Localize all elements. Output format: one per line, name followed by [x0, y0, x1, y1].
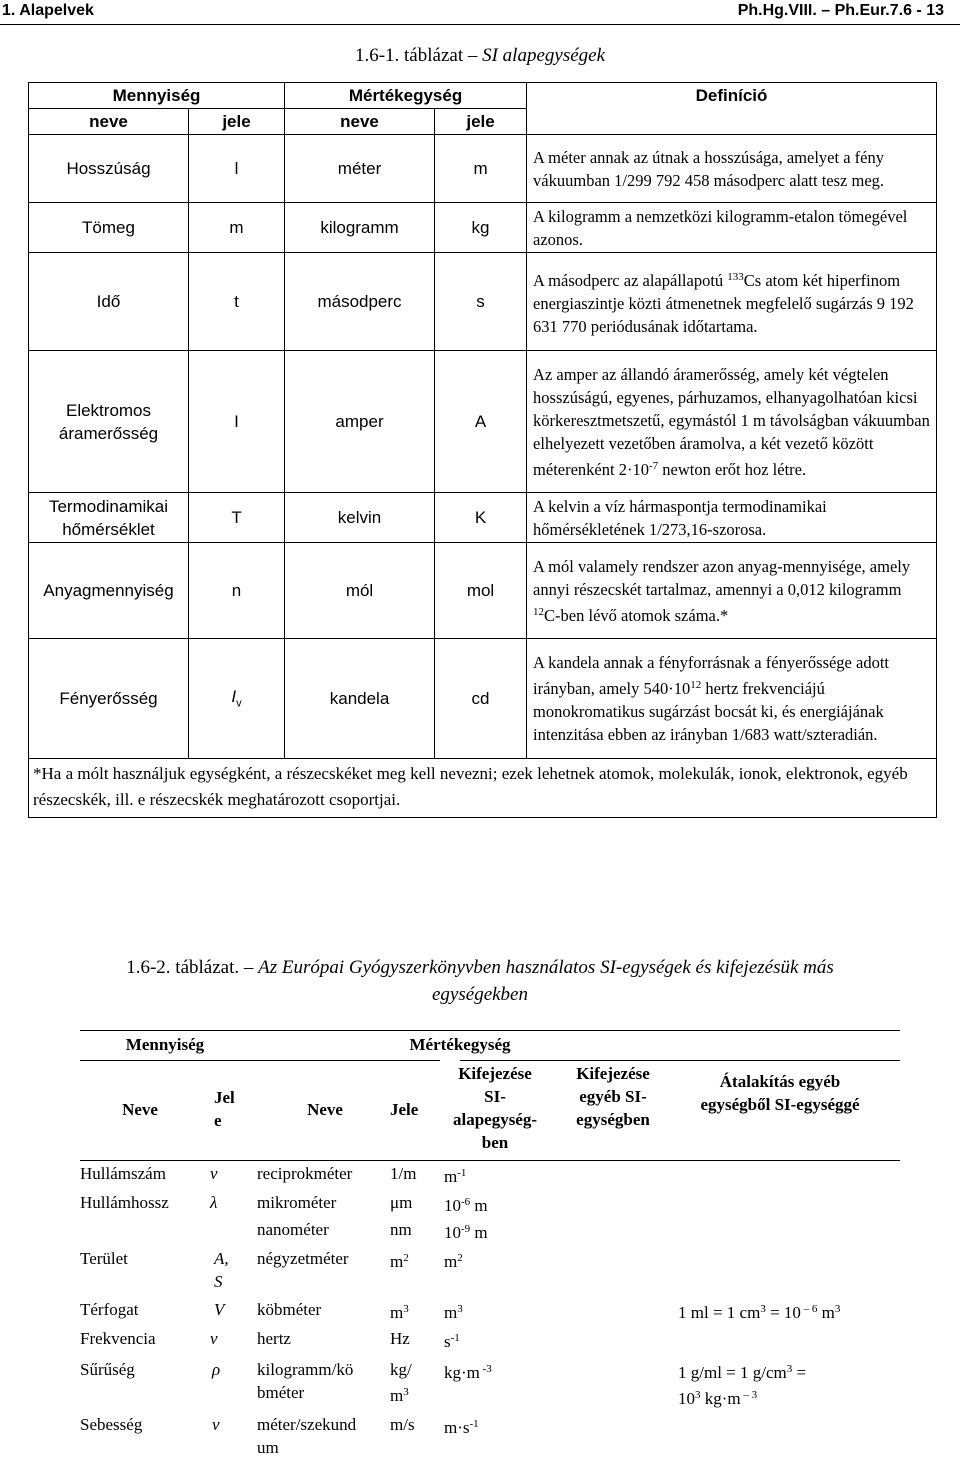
unit-symbol: mol	[435, 543, 527, 639]
header-rule	[0, 24, 960, 25]
si-exponent: -3	[479, 1363, 492, 1375]
subheader-definition-blank	[527, 109, 937, 135]
definition-text: Az amper az állandó áramerősség, amely két végtelen hosszúságú, egyenes, párhuzamos, elhanyagolhatóan kicsi körkeresztmetszetű, egymástól 1 m távolságban vákuumban elhelyezett vezetőben áramolva, a két vezető között méterenként 2·10	[533, 364, 930, 479]
pharmacopoeia-reference: Ph.Hg.VIII. – Ph.Eur.7.6 - 13	[737, 2, 944, 19]
unit-definition	[527, 351, 937, 493]
luminous-symbol: I	[231, 687, 237, 707]
unit-symbol	[390, 1298, 409, 1324]
si-exponent: 3	[457, 1303, 463, 1315]
unit-definition	[527, 543, 937, 639]
si-exponent: 2	[457, 1252, 463, 1264]
unit-symbol: nm	[390, 1220, 412, 1239]
table-row	[29, 351, 937, 493]
header-symbol	[214, 1086, 235, 1132]
header-other-line: Kifejezése	[576, 1064, 650, 1083]
unit-exponent: 3	[403, 1386, 409, 1398]
table-row	[29, 493, 937, 543]
unit-symbol: K	[435, 493, 527, 543]
unit-name: méter	[285, 135, 435, 203]
unit-name: kandela	[285, 639, 435, 759]
table-rule-unit-underline	[460, 1060, 900, 1061]
unit-exponent: 3	[403, 1303, 409, 1315]
unit-symbol: Hz	[390, 1329, 410, 1348]
table2-caption-title: Az Európai Gyógyszerkönyvben használatos SI-egységek és kifejezésük más	[258, 957, 834, 978]
header-definition: Definíció	[527, 83, 937, 109]
unit-symbol: kg	[435, 203, 527, 253]
caption-dash: –	[239, 957, 259, 978]
si-base: m	[444, 1252, 458, 1271]
definition-text: C-ben lévő atomok száma.*	[544, 605, 729, 625]
table-rule-top	[80, 1030, 900, 1031]
conversion-text: =	[792, 1363, 807, 1382]
isotope-mass-number: 133	[727, 270, 744, 283]
table-row	[29, 203, 937, 253]
si-expression	[444, 1191, 488, 1217]
quantity-name: Frekvencia	[80, 1329, 156, 1348]
unit-name: köbméter	[257, 1300, 322, 1319]
unit-name: kelvin	[285, 493, 435, 543]
table-row	[29, 135, 937, 203]
header-symbol-line: Jel	[214, 1088, 235, 1107]
si-expression	[444, 1358, 492, 1384]
quantity-symbol: V	[214, 1300, 225, 1319]
table2-caption-number: 1.6-2. táblázat.	[126, 957, 240, 978]
quantity-symbol: t	[189, 253, 285, 351]
quantity-name: Hullámhossz	[80, 1193, 169, 1212]
conversion-text: = 10	[765, 1303, 801, 1322]
si-unit: m	[470, 1223, 488, 1242]
unit-symbol-line: kg/	[390, 1360, 412, 1379]
si-exponent: -9	[461, 1223, 471, 1235]
header-other-si-expression	[558, 1062, 668, 1131]
unit-base: m	[390, 1303, 404, 1322]
table1-footnote-row	[29, 759, 937, 818]
unit-name	[257, 1358, 353, 1404]
quantity-symbol: λ	[210, 1193, 218, 1212]
conversion	[678, 1298, 840, 1324]
quantity-name: Hullámszám	[80, 1164, 166, 1183]
si-expression	[444, 1413, 479, 1439]
unit-name: amper	[285, 351, 435, 493]
symbol-line: S	[214, 1272, 223, 1291]
table-row	[29, 543, 937, 639]
table1-footnote: *Ha a mólt használjuk egységként, a részecskéket meg kell nevezni; ezek lehetnek atomok, molekulák, ionok, elektronok, egyéb részecskék, ill. e részecskék meghatározott csoportjai.	[29, 759, 937, 818]
unit-symbol-line	[390, 1381, 412, 1407]
unit-symbol: m/s	[390, 1415, 415, 1434]
conversion-line	[678, 1384, 806, 1410]
unit-definition	[527, 639, 937, 759]
si-expression	[444, 1298, 463, 1324]
si-exponent: -1	[457, 1167, 467, 1179]
unit-name: mikrométer	[257, 1193, 337, 1212]
conversion-exponent: 3	[834, 1303, 841, 1315]
quantity-symbol: n	[189, 543, 285, 639]
quantity-name: Idő	[29, 253, 189, 351]
si-expression	[444, 1247, 463, 1273]
isotope-mass-number: 12	[533, 605, 545, 618]
unit-name-line: um	[257, 1438, 279, 1457]
header-quantity: Mennyiség	[125, 1035, 205, 1054]
quantity-symbol: l	[189, 135, 285, 203]
table1-caption-title: SI alapegységek	[482, 45, 606, 66]
header-quantity: Mennyiség	[29, 83, 285, 109]
unit-base: m	[390, 1386, 404, 1405]
unit-name-line: méter/szekund	[257, 1415, 357, 1434]
conversion-exponent: 3	[695, 1389, 701, 1401]
quantity-name: Elektromos áramerősség	[29, 351, 189, 493]
si-base-units-table	[28, 82, 937, 818]
header-other-line: egységben	[576, 1110, 650, 1129]
table-rule-header-bottom	[80, 1160, 900, 1161]
header-si-line: Kifejezése	[458, 1064, 532, 1083]
exponent: 12	[690, 679, 702, 691]
header-unit-name: Neve	[307, 1100, 343, 1119]
unit-symbol	[390, 1358, 412, 1407]
table-row	[29, 639, 937, 759]
quantity-name: Fényerősség	[29, 639, 189, 759]
unit-name: másodperc	[285, 253, 435, 351]
header-unit: Mértékegység	[409, 1035, 511, 1054]
unit-symbol: μm	[390, 1193, 413, 1212]
quantity-name: Térfogat	[80, 1300, 139, 1319]
subheader-unit-symbol: jele	[435, 109, 527, 135]
quantity-symbol	[189, 639, 285, 759]
header-conversion-line: Átalakítás egyéb	[719, 1072, 841, 1091]
table1-caption	[0, 45, 960, 67]
unit-definition: A kilogramm a nemzetközi kilogramm-etalon tömegével azonos.	[527, 203, 937, 253]
si-base: m	[444, 1303, 458, 1322]
quantity-name: Sebesség	[80, 1415, 143, 1434]
page-header	[0, 0, 960, 26]
table-rule-quantity-underline	[80, 1060, 440, 1061]
unit-symbol: 1/m	[390, 1164, 417, 1183]
quantity-name: Anyagmennyiség	[29, 543, 189, 639]
unit-symbol: m	[435, 135, 527, 203]
quantity-name: Sűrűség	[80, 1360, 135, 1379]
si-base: s	[444, 1332, 451, 1351]
unit-definition	[527, 253, 937, 351]
header-quantity-name: Neve	[122, 1100, 158, 1119]
quantity-symbol: ν	[210, 1164, 218, 1183]
table2-caption-line1	[0, 954, 960, 981]
quantity-symbol: T	[189, 493, 285, 543]
unit-name: négyzetméter	[257, 1249, 349, 1268]
conversion-text: 1 ml = 1 cm	[678, 1303, 761, 1322]
si-base: m·s	[444, 1418, 470, 1437]
header-other-line: egyéb SI-	[579, 1087, 647, 1106]
table1-caption-number: 1.6-1. táblázat –	[354, 45, 478, 66]
si-unit: m	[470, 1196, 488, 1215]
unit-definition: A méter annak az útnak a hosszúsága, amelyet a fény vákuumban 1/299 792 458 másodperc alatt tesz meg.	[527, 135, 937, 203]
quantity-name: Terület	[80, 1249, 128, 1268]
header-si-line: ben	[481, 1133, 509, 1152]
unit-name: reciprokméter	[257, 1164, 353, 1183]
table2-caption-line2: egységekben	[432, 984, 528, 1005]
unit-exponent: 2	[403, 1252, 409, 1264]
table1-subheader-row	[29, 109, 937, 135]
si-base: m	[444, 1167, 458, 1186]
si-base: 10	[444, 1196, 461, 1215]
conversion-text: kg·m	[700, 1389, 741, 1408]
header-unit-symbol: Jele	[390, 1100, 419, 1119]
subheader-quantity-symbol: jele	[189, 109, 285, 135]
subheader-quantity-name: neve	[29, 109, 189, 135]
si-base: kg·m	[444, 1363, 480, 1382]
quantity-name: Hosszúság	[29, 135, 189, 203]
conversion-text: m	[817, 1303, 835, 1322]
unit-definition: A kelvin a víz hármaspontja termodinamikai hőmérsékletének 1/273,16-szorosa.	[527, 493, 937, 543]
conversion-line	[678, 1358, 806, 1384]
quantity-symbol: I	[189, 351, 285, 493]
definition-text: newton erőt hoz létre.	[658, 459, 807, 479]
conversion	[678, 1358, 806, 1410]
unit-symbol	[390, 1247, 409, 1273]
unit-name: nanométer	[257, 1220, 329, 1239]
conversion-exponent: 3	[760, 1303, 766, 1315]
definition-text: A kandela annak a fényforrásnak a fényerőssége adott irányban, amely 540·10	[533, 653, 889, 698]
exponent: -7	[648, 459, 659, 472]
luminous-subscript: v	[236, 697, 242, 710]
si-expression	[444, 1162, 466, 1188]
definition-text: A másodperc az alapállapotú	[533, 270, 728, 290]
definition-text: A mól valamely rendszer azon anyag-mennyisége, amely annyi részecskét tartalmaz, amennyi a 0,012 kilogramm	[533, 556, 911, 599]
table2-caption	[0, 954, 960, 1008]
subheader-unit-name: neve	[285, 109, 435, 135]
header-conversion	[680, 1070, 880, 1116]
si-expression	[444, 1218, 488, 1244]
si-exponent: -6	[461, 1196, 471, 1208]
header-si-line: SI-	[484, 1087, 506, 1106]
quantity-symbol: ν	[210, 1329, 218, 1348]
unit-name-line: kilogramm/kö	[257, 1360, 354, 1379]
header-symbol-line: e	[214, 1111, 222, 1130]
unit-name: mól	[285, 543, 435, 639]
quantity-symbol: ρ	[212, 1360, 221, 1379]
conversion-exponent: 3	[786, 1363, 793, 1375]
unit-base: m	[390, 1252, 404, 1271]
quantity-symbol: m	[189, 203, 285, 253]
conversion-text: 10	[678, 1389, 695, 1408]
si-base: 10	[444, 1223, 461, 1242]
unit-symbol: s	[435, 253, 527, 351]
conversion-exponent: – 3	[740, 1389, 758, 1401]
header-unit: Mértékegység	[285, 83, 527, 109]
table1-header-row	[29, 83, 937, 109]
header-si-line: alapegység-	[452, 1110, 538, 1129]
conversion-exponent: – 6	[800, 1303, 818, 1315]
definition-text: Cs atom két hiperfinom energiaszintje közti átmenetnek megfelelő sugárzás 9 192 631 770 periódusának időtartama.	[533, 270, 914, 336]
quantity-name: Termodinamikai hőmérséklet	[29, 493, 189, 543]
unit-symbol: cd	[435, 639, 527, 759]
unit-name: hertz	[257, 1329, 291, 1348]
table-row	[29, 253, 937, 351]
header-conversion-line: egységből SI-egységgé	[700, 1095, 860, 1114]
si-exponent: -1	[450, 1332, 460, 1344]
chapter-title: 1. Alapelvek	[2, 2, 94, 19]
quantity-name: Tömeg	[29, 203, 189, 253]
quantity-symbol	[214, 1247, 229, 1293]
definition-text: hertz frekvenciájú monokromatikus sugárzást bocsát ki, és energiájának intenzitása ebben az irányban 1/683 watt/szteradián.	[533, 679, 884, 744]
quantity-symbol: v	[212, 1415, 220, 1434]
conversion-text: 1 g/ml = 1 g/cm	[678, 1363, 787, 1382]
symbol-line: A,	[214, 1249, 229, 1268]
si-exponent: -1	[469, 1418, 479, 1430]
unit-name	[257, 1413, 356, 1459]
unit-name-line: bméter	[257, 1383, 305, 1402]
header-si-base-expression	[440, 1062, 550, 1154]
unit-name: kilogramm	[285, 203, 435, 253]
si-expression	[444, 1327, 460, 1353]
unit-symbol: A	[435, 351, 527, 493]
